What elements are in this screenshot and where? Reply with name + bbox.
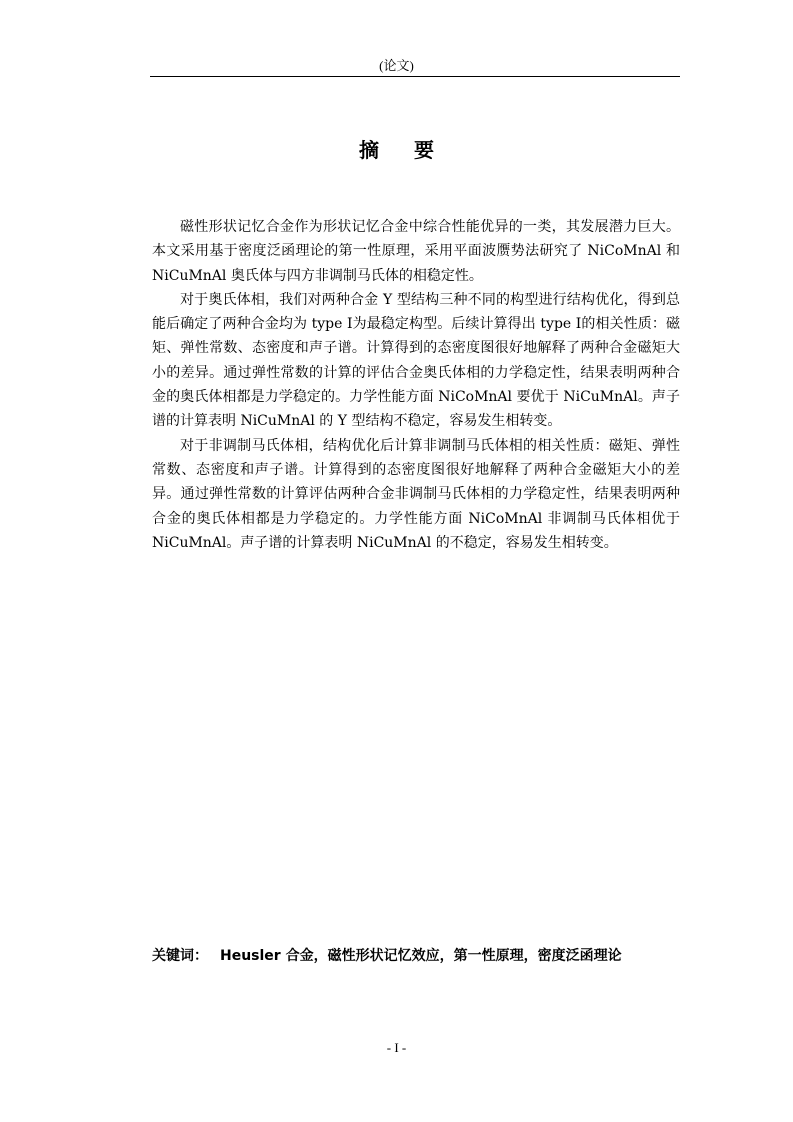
- running-header: (论文): [379, 58, 414, 73]
- abstract-title: 摘 要: [359, 138, 448, 162]
- page-number: - I -: [386, 1040, 407, 1055]
- abstract-body: [152, 215, 680, 555]
- keywords-value: Heusler 合金，磁性形状记忆效应，第一性原理，密度泛函理论: [220, 948, 622, 964]
- header-rule: [150, 76, 680, 77]
- abstract-paragraph-3: 对于非调制马氏体相，结构优化后计算非调制马氏体相的相关性质：磁矩、弹性常数、态密度和声子谱。计算得到的态密度图很好地解释了两种合金磁矩大小的差异。通过弹性常数的计算评估两种合金非调制马氏体相的力学稳定性，结果表明两种合金的奥氏体相都是力学稳定的。力学性能方面 NiCoMnAl 非调制马氏体相优于 NiCuMnAl。声子谱的计算表明 NiCuMnAl 的不稳定，容易发生相转变。: [152, 437, 680, 551]
- keywords-label: 关键词：: [152, 948, 208, 964]
- abstract-paragraph-1: 磁性形状记忆合金作为形状记忆合金中综合性能优异的一类，其发展潜力巨大。本文采用基于密度泛函理论的第一性原理，采用平面波赝势法研究了 NiCoMnAl 和 NiCuMnAl 奥氏体与四方非调制马氏体的相稳定性。: [152, 219, 680, 284]
- keywords-line: [152, 946, 680, 966]
- abstract-paragraph-2: 对于奥氏体相，我们对两种合金 Y 型结构三种不同的构型进行结构优化，得到总能后确定了两种合金均为 type Ⅰ为最稳定构型。后续计算得出 type Ⅰ的相关性质：磁矩、弹性常数、态密度和声子谱。计算得到的态密度图很好地解释了两种合金磁矩大小的差异。通过弹性常数的计算的评估合金奥氏体相的力学稳定性，结果表明两种合金的奥氏体相都是力学稳定的。力学性能方面 NiCoMnAl 要优于 NiCuMnAl。声子谱的计算表明 NiCuMnAl 的 Y 型结构不稳定，容易发生相转变。: [152, 291, 680, 430]
